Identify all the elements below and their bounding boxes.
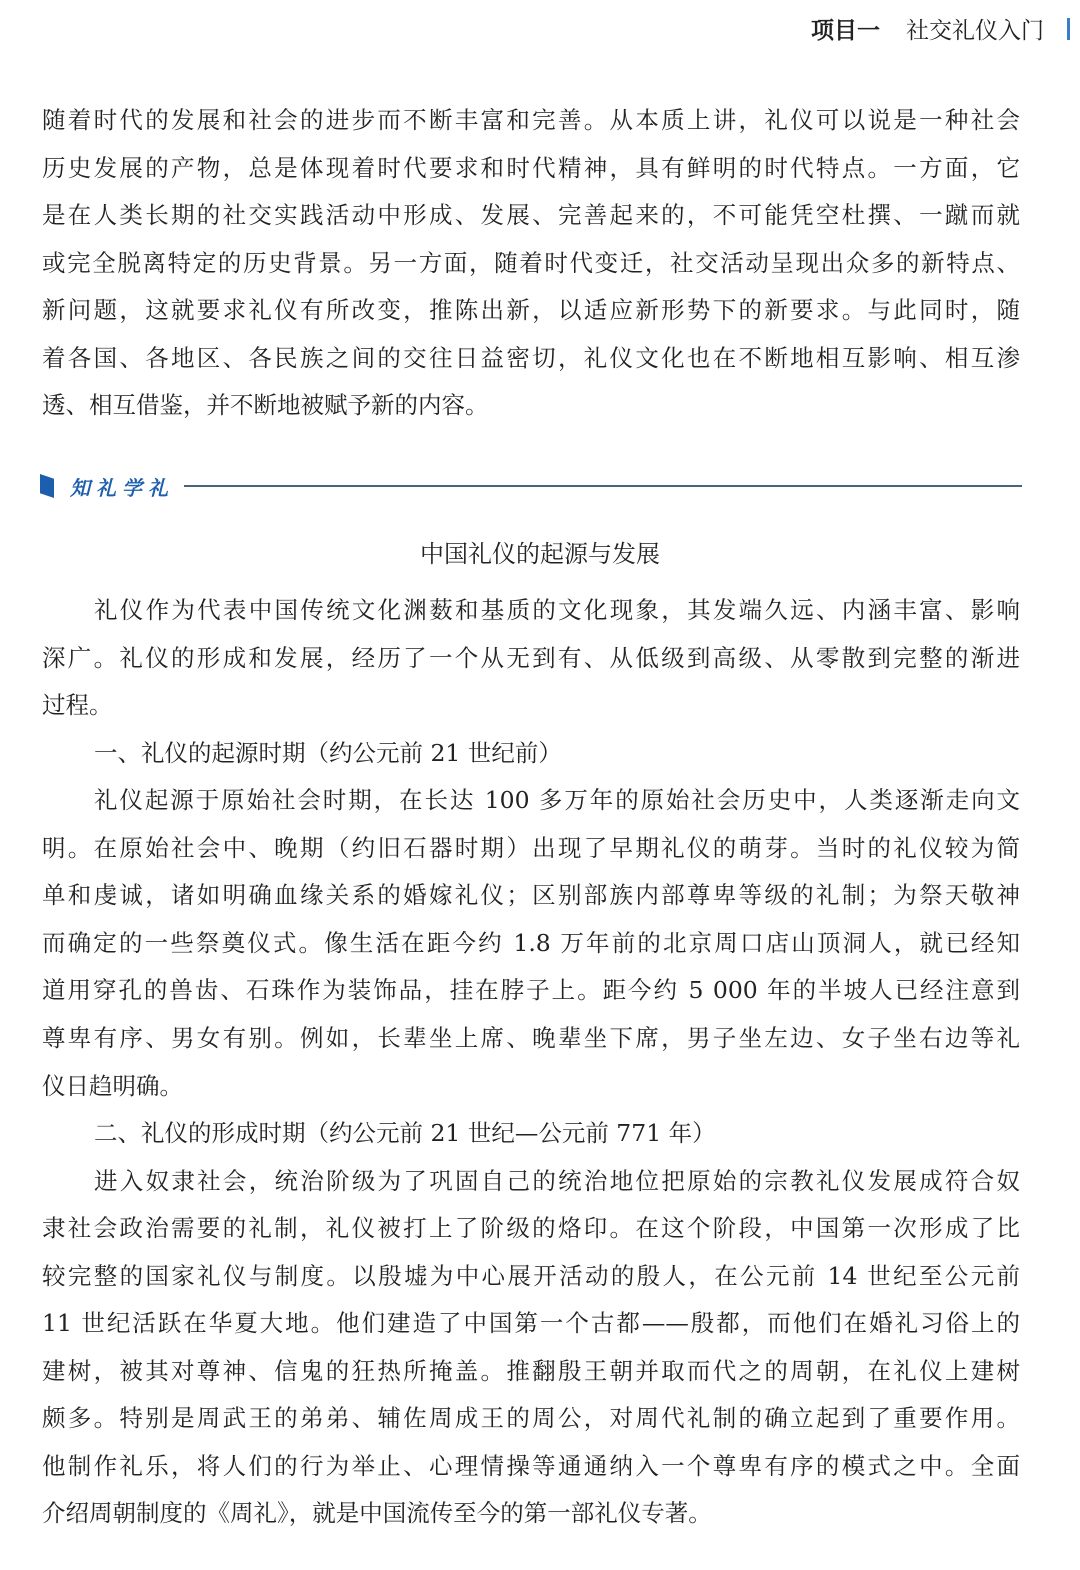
- text-line: 透、相互借鉴，并不断地被赋予新的内容。: [42, 391, 489, 419]
- text-line: 尊卑有序、男女有别。例如，长辈坐上席、晚辈坐下席，男子坐左边、女子坐右边等礼: [42, 1023, 1020, 1052]
- header-chapter: 社交礼仪入门: [906, 18, 1044, 44]
- text-line: 明。在原始社会中、晚期（约旧石器时期）出现了早期礼仪的萌芽。当时的礼仪较为简: [42, 833, 1020, 862]
- text-line: 11 世纪活跃在华夏大地。他们建造了中国第一个古都——殷都，而他们在婚礼习俗上的: [42, 1309, 1020, 1338]
- section-divider: [184, 485, 1022, 487]
- text-line: 着各国、各地区、各民族之间的交往日益密切，礼仪文化也在不断地相互影响、相互渗: [42, 343, 1020, 372]
- text-line: 是在人类长期的社交实践活动中形成、发展、完善起来的，不可能凭空杜撰、一蹴而就: [42, 201, 1020, 229]
- text-line: 进入奴隶社会，统治阶级为了巩固自己的统治地位把原始的宗教礼仪发展成符合奴: [94, 1166, 1020, 1195]
- text-line: 深广。礼仪的形成和发展，经历了一个从无到有、从低级到高级、从零散到完整的渐进: [42, 643, 1020, 672]
- text-line: 二、礼仪的形成时期（约公元前 21 世纪—公元前 771 年）: [94, 1119, 716, 1148]
- text-line: 单和虔诚，诸如明确血缘关系的婚嫁礼仪；区别部族内部尊卑等级的礼制；为祭天敬神: [42, 881, 1020, 910]
- text-line: 隶社会政治需要的礼制，礼仪被打上了阶级的烙印。在这个阶段，中国第一次形成了比: [42, 1214, 1020, 1243]
- text-line: 新问题，这就要求礼仪有所改变，推陈出新，以适应新形势下的新要求。与此同时，随: [42, 296, 1020, 324]
- article-title: 中国礼仪的起源与发展: [420, 540, 660, 568]
- text-line: 历史发展的产物，总是体现着时代要求和时代精神，具有鲜明的时代特点。一方面，它: [42, 153, 1020, 182]
- text-line: 而确定的一些祭奠仪式。像生活在距今约 1.8 万年前的北京周口店山顶洞人，就已经知: [42, 928, 1020, 957]
- text-line: 道用穿孔的兽齿、石珠作为装饰品，挂在脖子上。距今约 5 000 年的半坡人已经注意到: [42, 976, 1020, 1005]
- bookmark-icon: [40, 474, 54, 498]
- text-line: 或完全脱离特定的历史背景。另一方面，随着时代变迁，社交活动呈现出众多的新特点、: [42, 248, 1020, 277]
- section-label: 知礼学礼: [70, 475, 174, 500]
- text-line: 较完整的国家礼仪与制度。以殷墟为中心展开活动的殷人，在公元前 14 世纪至公元前: [42, 1261, 1020, 1290]
- text-line: 一、礼仪的起源时期（约公元前 21 世纪前）: [94, 738, 562, 767]
- text-line: 介绍周朝制度的《周礼》，就是中国流传至今的第一部礼仪专著。: [42, 1499, 712, 1528]
- header-project: 项目一: [811, 18, 880, 44]
- text-line: 他制作礼乐，将人们的行为举止、心理情操等通通纳入一个尊卑有序的模式之中。全面: [42, 1451, 1020, 1480]
- text-line: 礼仪作为代表中国传统文化渊薮和基质的文化现象，其发端久远、内涵丰富、影响: [94, 596, 1020, 624]
- running-header: [811, 12, 1044, 45]
- text-line: 建树，被其对尊神、信鬼的狂热所掩盖。推翻殷王朝并取而代之的周朝，在礼仪上建树: [42, 1356, 1020, 1385]
- text-line: 仪日趋明确。: [42, 1071, 183, 1100]
- text-line: 礼仪起源于原始社会时期，在长达 100 多万年的原始社会历史中，人类逐渐走向文: [94, 786, 1020, 815]
- header-accent-bar: [1067, 18, 1070, 40]
- text-line: 随着时代的发展和社会的进步而不断丰富和完善。从本质上讲，礼仪可以说是一种社会: [42, 106, 1020, 134]
- section-heading: [40, 472, 1022, 500]
- text-line: 过程。: [42, 691, 113, 720]
- text-line: 颇多。特别是周武王的弟弟、辅佐周成王的周公，对周代礼制的确立起到了重要作用。: [42, 1404, 1020, 1433]
